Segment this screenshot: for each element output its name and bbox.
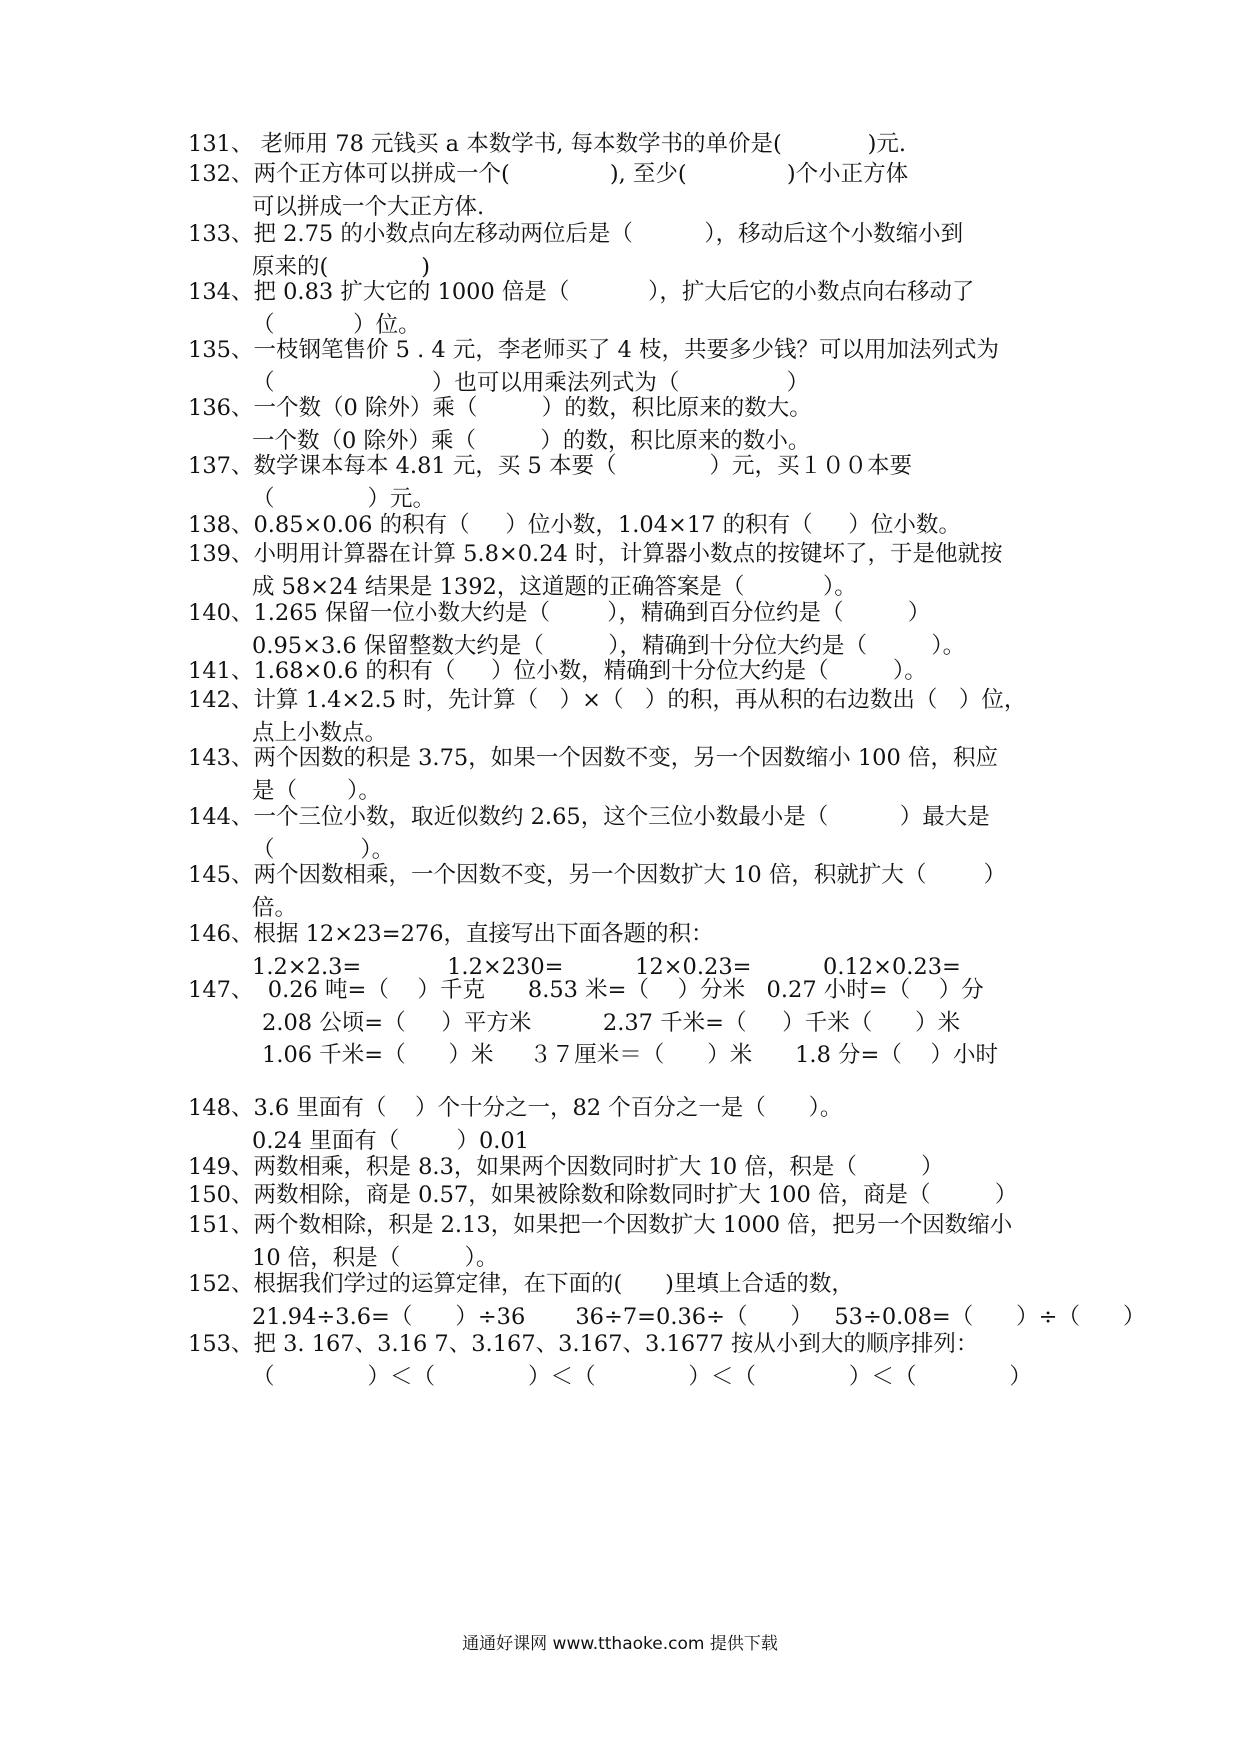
question-text: 150、两数相除，商是 0.57，如果被除数和除数同时扩大 100 倍，商是（ ）	[188, 1182, 1018, 1208]
question-continuation: （ ）元。	[252, 485, 435, 512]
question-text: 136、一个数（0 除外）乘（ ）的数，积比原来的数大。	[188, 395, 812, 421]
footer-credit: 通通好课网 www.tthaoke.com 提供下载	[462, 1634, 778, 1654]
question-text: 139、小明用计算器在计算 5.8×0.24 时，计算器小数点的按键坏了，于是他就按	[188, 541, 1003, 567]
question-continuation: 21.94÷3.6=（ ）÷36 36÷7=0.36÷（ ） 53÷0.08=（ ）÷（ ）	[252, 1303, 1146, 1330]
question-150	[188, 1179, 1068, 1212]
question-text: 135、一枝钢笔售价 5 . 4 元，李老师买了 4 枝，共要多少钱？可以用加法列式为	[188, 337, 999, 363]
question-continuation: （ ）＜（ ）＜（ ）＜（ ）＜（ ）	[252, 1363, 1032, 1390]
question-137	[188, 450, 1068, 515]
question-text: 143、两个因数的积是 3.75，如果一个因数不变，另一个因数缩小 100 倍，积应	[188, 745, 998, 771]
question-152	[188, 1268, 1146, 1333]
question-text: 142、计算 1.4×2.5 时，先计算（ ）×（ ）的积，再从积的右边数出（ ）位，	[188, 687, 1027, 713]
question-continuation: 成 58×24 结果是 1392，这道题的正确答案是（ ）。	[252, 573, 857, 600]
question-text: 134、把 0.83 扩大它的 1000 倍是（ ），扩大后它的小数点向右移动了	[188, 279, 975, 305]
question-text: 148、3.6 里面有（ ）个十分之一，82 个百分之一是（ ）。	[188, 1095, 843, 1121]
question-133	[188, 218, 1068, 283]
question-continuation: 倍。	[252, 894, 298, 921]
question-147	[188, 974, 1068, 1072]
question-142	[188, 684, 1068, 749]
question-148	[188, 1092, 1068, 1157]
question-text: 147、 0.26 吨=（ ）千克 8.53 米=（ ）分米 0.27 小时=（ ）分	[188, 977, 984, 1003]
question-text: 137、数学课本每本 4.81 元，买 5 本要（ ）元，买１００本要	[188, 453, 912, 479]
question-151	[188, 1209, 1068, 1274]
question-text: 140、1.265 保留一位小数大约是（ ），精确到百分位约是（ ）	[188, 600, 931, 626]
question-continuation: 一个数（0 除外）乘（ ）的数，积比原来的数小。	[252, 427, 811, 454]
question-continuation: （ ）也可以用乘法列式为（ ）	[252, 369, 810, 396]
question-continuation: 点上小数点。	[252, 719, 388, 746]
question-143	[188, 742, 1068, 807]
question-continuation: 0.24 里面有（ ）0.01	[252, 1127, 530, 1154]
question-139	[188, 538, 1068, 603]
question-135	[188, 334, 1068, 399]
question-continuation: （ ）位。	[252, 311, 421, 338]
question-text: 152、根据我们学过的运算定律，在下面的( )里填上合适的数，	[188, 1271, 854, 1297]
question-144	[188, 801, 1068, 866]
question-continuation: 10 倍，积是（ ）。	[252, 1244, 499, 1271]
question-text: 149、两数相乘，积是 8.3，如果两个因数同时扩大 10 倍，积是（ ）	[188, 1154, 944, 1180]
question-134	[188, 276, 1068, 341]
question-continuation: 是（ ）。	[252, 777, 381, 804]
question-continuation: 1.06 千米=（ ）米 ３７厘米＝（ ）米 1.8 分=（ ）小时	[262, 1042, 998, 1068]
question-153	[188, 1328, 1068, 1393]
question-text: 144、一个三位小数，取近似数约 2.65，这个三位小数最小是（ ）最大是	[188, 804, 990, 830]
question-text: 131、 老师用 78 元钱买 a 本数学书, 每本数学书的单价是( )元.	[188, 131, 907, 157]
question-131	[188, 128, 1068, 161]
question-145	[188, 859, 1068, 924]
question-continuation: 0.95×3.6 保留整数大约是（ ），精确到十分位大约是（ ）。	[252, 632, 966, 659]
question-132	[188, 158, 1068, 223]
question-continuation: 可以拼成一个大正方体.	[252, 193, 485, 220]
question-continuation: 1.2×2.3= 1.2×230= 12×0.23= 0.12×0.23=	[252, 953, 961, 980]
question-text: 133、把 2.75 的小数点向左移动两位后是（ ），移动后这个小数缩小到	[188, 221, 964, 247]
question-text: 153、把 3. 167、3.16 7、3.167、3.167、3.1677 按从小到大的顺序排列：	[188, 1331, 979, 1357]
question-138	[188, 509, 1068, 542]
question-continuation: （ ）。	[252, 836, 395, 863]
question-141	[188, 655, 1068, 688]
question-continuation: 2.08 公顷=（ ）平方米 2.37 千米=（ ）千米（ ）米	[262, 1009, 961, 1036]
question-text: 151、两个数相除，积是 2.13，如果把一个因数扩大 1000 倍，把另一个因数缩小	[188, 1212, 1013, 1238]
question-140	[188, 597, 1068, 662]
question-text: 132、两个正方体可以拼成一个( ), 至少( )个小正方体	[188, 161, 909, 187]
question-text: 138、0.85×0.06 的积有（ ）位小数，1.04×17 的积有（ ）位小数。	[188, 512, 961, 538]
question-text: 145、两个因数相乘，一个因数不变，另一个因数扩大 10 倍，积就扩大（ ）	[188, 862, 1007, 888]
question-text: 141、1.68×0.6 的积有（ ）位小数，精确到十分位大约是（ ）。	[188, 658, 927, 684]
question-continuation: 原来的( )	[252, 253, 431, 280]
question-text: 146、根据 12×23=276，直接写出下面各题的积：	[188, 921, 714, 947]
question-136	[188, 392, 1068, 457]
